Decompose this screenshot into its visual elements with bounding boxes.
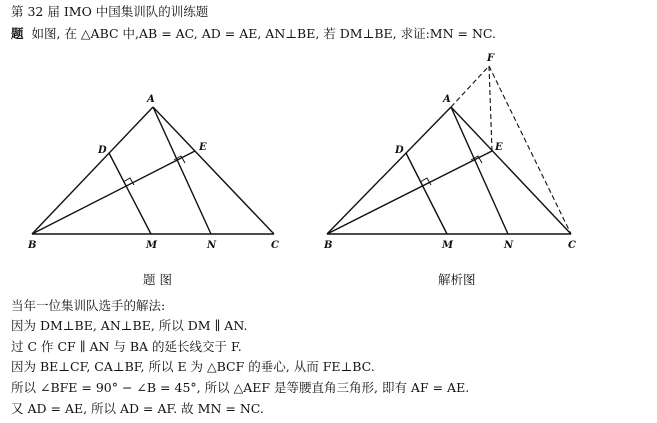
segment-dm: [406, 153, 447, 234]
label-d: D: [395, 145, 404, 156]
label-m: M: [146, 240, 158, 251]
segment-af-dashed: [451, 66, 489, 107]
label-b: B: [28, 240, 37, 251]
segment-an: [451, 107, 508, 234]
left-figure: [32, 107, 274, 234]
segment-be: [32, 151, 195, 234]
label-n: N: [504, 240, 514, 251]
right-figure-labels: [323, 53, 576, 251]
left-figure-caption: 题 图: [143, 272, 172, 287]
label-e: E: [495, 142, 503, 153]
header-title: 第 32 届 IMO 中国集训队的训练题: [11, 4, 209, 19]
segment-ac: [451, 107, 571, 234]
segment-ac: [153, 107, 274, 234]
solution-line: 又 AD = AE, 所以 AD = AF. 故 MN = NC.: [11, 401, 264, 416]
label-m: M: [442, 240, 454, 251]
solution-line: 因为 BE⊥CF, CA⊥BF, 所以 E 为 △BCF 的垂心, 从而 FE⊥BC.: [11, 359, 375, 374]
label-d: D: [98, 145, 107, 156]
solution-line: 因为 DM⊥BE, AN⊥BE, 所以 DM ∥ AN.: [11, 318, 248, 333]
segment-fe-dashed: [489, 66, 492, 151]
label-e: E: [199, 142, 207, 153]
segment-an: [153, 107, 211, 234]
segment-ab: [32, 107, 153, 234]
solution-line: 当年一位集训队选手的解法:: [11, 298, 166, 313]
segment-ab: [327, 107, 451, 234]
segment-be: [327, 151, 492, 234]
label-a: A: [443, 94, 451, 105]
label-f: F: [487, 53, 495, 64]
label-c: C: [568, 240, 576, 251]
solution-line: 过 C 作 CF ∥ AN 与 BA 的延长线交于 F.: [11, 339, 242, 354]
right-figure: [327, 66, 571, 234]
problem-text: 如图, 在 △ABC 中,AB = AC, AD = AE, AN⊥BE, 若 DM⊥BE, 求证:MN = NC.: [31, 26, 496, 41]
label-a: A: [147, 94, 155, 105]
problem-tag: 题: [11, 26, 24, 41]
right-figure-caption: 解析图: [438, 272, 476, 287]
label-n: N: [207, 240, 217, 251]
segment-dm: [109, 153, 151, 234]
label-b: B: [324, 240, 333, 251]
label-c: C: [271, 240, 279, 251]
solution-line: 所以 ∠BFE = 90° − ∠B = 45°, 所以 △AEF 是等腰直角三角形, 即有 AF = AE.: [11, 380, 470, 395]
